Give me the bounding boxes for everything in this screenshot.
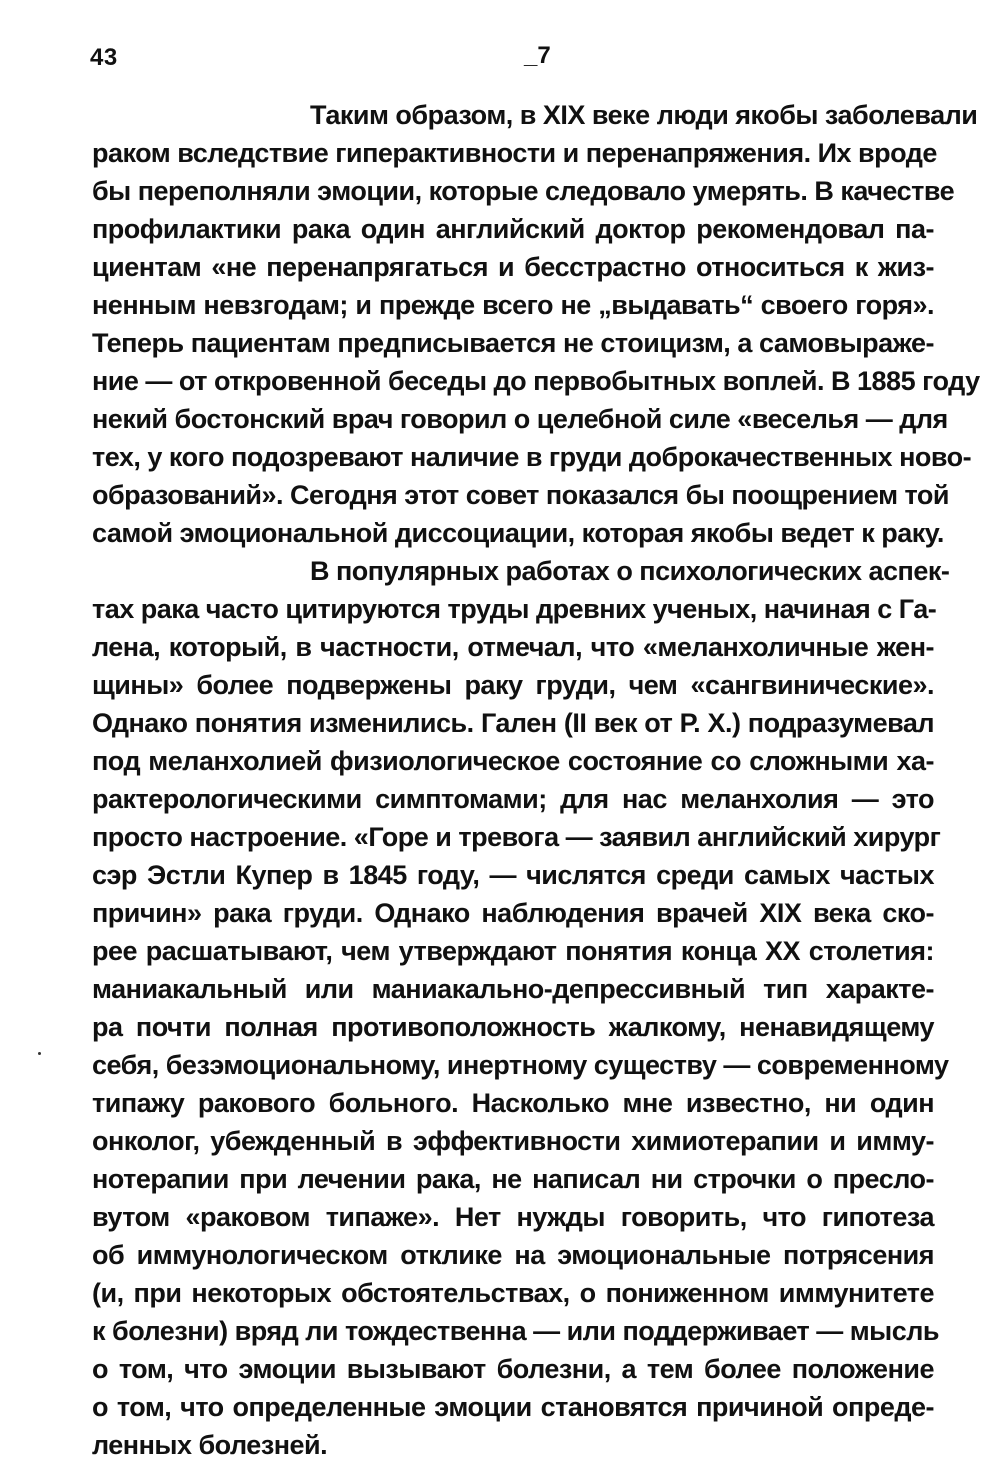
text-line: (и, при некоторых обстоятельствах, о пониженном иммунитете [92, 1278, 934, 1308]
text-line: профилактики рака один английский доктор рекомендовал па- [92, 214, 934, 244]
text-line: ние — от откровенной беседы до первобытных воплей. В 1885 году [92, 366, 980, 396]
page-number: 43 [90, 44, 118, 71]
paragraph-1 [92, 96, 980, 552]
text-line: причин» рака груди. Однако наблюдения врачей XIX века ско- [92, 898, 934, 928]
paragraph-2 [92, 552, 950, 1464]
text-line: щины» более подвержены раку груди, чем «сангвинические». [92, 670, 934, 700]
text-line: о том, что эмоции вызывают болезни, а тем более положение [92, 1354, 934, 1384]
body-text [92, 96, 980, 1464]
text-line: самой эмоциональной диссоциации, которая якобы ведет к раку. [92, 518, 944, 548]
text-line: вутом «раковом типаже». Нет нужды говорить, что гипотеза [92, 1202, 934, 1232]
text-line: Теперь пациентам предписывается не стоицизм, а самовыраже- [92, 328, 934, 358]
text-line: под меланхолией физиологическое состояние со сложными ха- [92, 746, 934, 776]
text-line: тах рака часто цитируются труды древних ученых, начиная с Га- [92, 594, 937, 624]
text-line: сэр Эстли Купер в 1845 году, — числятся среди самых частых [92, 860, 934, 890]
text-line: нотерапии при лечении рака, не написал ни строчки о пресло- [92, 1164, 934, 1194]
text-line: ра почти полная противоположность жалкому, ненавидящему [92, 1012, 934, 1042]
text-line: о том, что определенные эмоции становятся причиной опреде- [92, 1392, 934, 1422]
text-line: некий бостонский врач говорил о целебной силе «веселья — для [92, 404, 948, 434]
scan-speck [38, 1052, 41, 1055]
text-line: Однако понятия изменились. Гален (II век от Р. Х.) подразумевал [92, 708, 934, 738]
text-line: циентам «не перенапрягаться и бесстрастно относиться к жиз- [92, 252, 934, 282]
text-line: Таким образом, в XIX веке люди якобы заболевали [310, 100, 978, 130]
text-line: раком вследствие гиперактивности и перенапряжения. Их вроде [92, 138, 937, 168]
text-line: рактерологическими симптомами; для нас меланхолия — это [92, 784, 934, 814]
text-line: лена, который, в частности, отмечал, что «меланхоличные жен- [92, 632, 934, 662]
text-line: образований». Сегодня этот совет показался бы поощрением той [92, 480, 950, 510]
text-line: типажу ракового больного. Насколько мне известно, ни один [92, 1088, 934, 1118]
text-line: к болезни) вряд ли тождественна — или поддерживает — мысль [92, 1316, 940, 1346]
text-line: бы переполняли эмоции, которые следовало умерять. В качестве [92, 176, 955, 206]
text-line: ненным невзгодам; и прежде всего не „выдавать“ своего горя». [92, 290, 934, 320]
text-line: В популярных работах о психологических аспек- [310, 556, 950, 586]
text-line: об иммунологическом отклике на эмоциональные потрясения [92, 1240, 934, 1270]
running-mark: _7 [524, 42, 551, 69]
text-line: ленных болезней. [92, 1430, 328, 1460]
text-line: себя, безэмоциональному, инертному существу — современному [92, 1050, 949, 1080]
text-line: тех, у кого подозревают наличие в груди доброкачественных ново- [92, 442, 972, 472]
text-line: рее расшатывают, чем утверждают понятия конца XX столетия: [92, 936, 934, 966]
text-line: просто настроение. «Горе и тревога — заявил английский хирург [92, 822, 941, 852]
text-line: маниакальный или маниакально-депрессивный тип характе- [92, 974, 934, 1004]
text-line: онколог, убежденный в эффективности химиотерапии и имму- [92, 1126, 934, 1156]
